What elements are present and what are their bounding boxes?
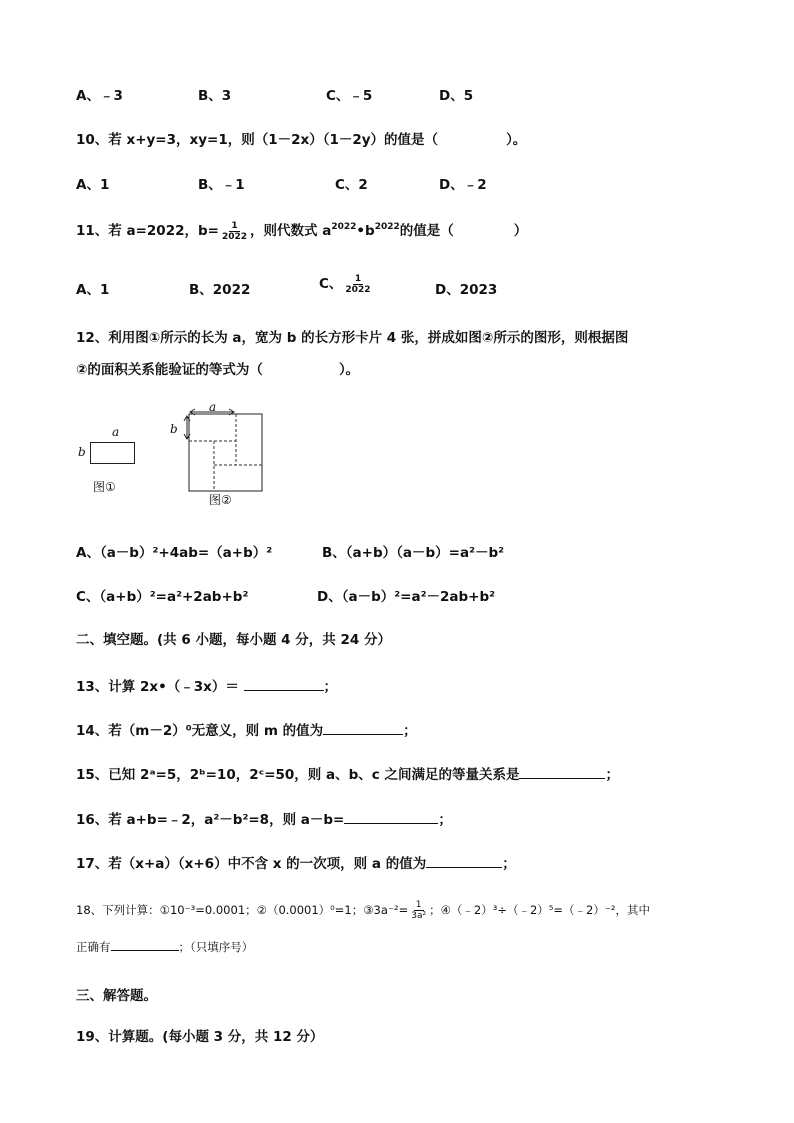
q12-option-a: A、（a－b）²+4ab=（a+b）² bbox=[76, 545, 273, 561]
q9-option-a: A、﹣3 bbox=[76, 88, 123, 104]
q14-post: ； bbox=[403, 723, 417, 739]
figure-2-caption: 图② bbox=[209, 493, 232, 507]
q11-stem-pre: 11、若 a=2022，b= bbox=[76, 223, 219, 239]
q12-option-c: C、（a+b）²=a²+2ab+b² bbox=[76, 589, 249, 605]
q18-line2 bbox=[76, 938, 253, 955]
figure-1 bbox=[76, 425, 146, 505]
q12-stem-line2 bbox=[76, 358, 359, 378]
q10-stem bbox=[76, 128, 526, 148]
q14-text: 14、若（m－2）⁰无意义，则 m 的值为 bbox=[76, 723, 324, 739]
q11-option-c-num: 1 bbox=[354, 273, 362, 284]
q12-option-d: D、（a－b）²=a²－2ab+b² bbox=[317, 589, 496, 605]
q11-option-c bbox=[319, 272, 373, 295]
q18-text-post: ；④（﹣2）³÷（﹣2）⁵=（﹣2）⁻²，其中 bbox=[429, 903, 651, 917]
q11-option-c-den: 2022 bbox=[345, 284, 371, 295]
q9-option-c: C、﹣5 bbox=[326, 88, 373, 104]
figure-2-label-b: b bbox=[170, 422, 178, 436]
q10-option-c: C、2 bbox=[335, 177, 368, 193]
q18-fraction bbox=[409, 900, 428, 921]
q18-line2-pre: 正确有 bbox=[76, 940, 111, 954]
q11-dot-b: •b bbox=[356, 223, 375, 239]
q14-answer-blank bbox=[323, 722, 403, 735]
q17-text: 17、若（x+a）（x+6）中不含 x 的一次项，则 a 的值为 bbox=[76, 856, 427, 872]
q11-frac-den: 2022 bbox=[221, 231, 248, 242]
q13-post: ； bbox=[323, 679, 338, 695]
figure-1-label-b: b bbox=[78, 445, 86, 459]
q18-line2-post: ；（只填序号） bbox=[178, 940, 254, 954]
q11-option-d: D、2023 bbox=[435, 282, 498, 298]
q9-option-b: B、3 bbox=[198, 88, 232, 104]
figure-2 bbox=[168, 402, 268, 510]
q12-option-b: B、（a+b）（a－b）=a²－b² bbox=[322, 545, 505, 561]
section-2-heading: 二、填空题。(共 6 小题，每小题 4 分，共 24 分） bbox=[76, 632, 391, 648]
q12-stem-line1: 12、利用图①所示的长为 a，宽为 b 的长方形卡片 4 张，拼成如图②所示的图形，则根据图 bbox=[76, 330, 629, 346]
q16-answer-blank bbox=[344, 811, 438, 824]
q13-text: 13、计算 2x•（﹣3x）＝ bbox=[76, 679, 244, 695]
q18-frac-num: 1 bbox=[415, 900, 422, 910]
q10-option-b: B、﹣1 bbox=[198, 177, 245, 193]
q15-post: ； bbox=[605, 767, 619, 783]
figure-1-label-a: a bbox=[112, 425, 120, 439]
q18-frac-den: 3a² bbox=[411, 911, 427, 921]
q18-answer-blank bbox=[111, 938, 179, 951]
q10-close: ）。 bbox=[506, 132, 527, 148]
q11-close: ） bbox=[513, 223, 528, 239]
q11-option-c-label: C、 bbox=[319, 276, 343, 292]
q17-answer-blank bbox=[426, 855, 502, 868]
q14 bbox=[76, 719, 417, 739]
q11-stem-mid: ，则代数式 a bbox=[250, 223, 332, 239]
q11-option-b: B、2022 bbox=[189, 282, 251, 298]
q11-option-a: A、1 bbox=[76, 282, 110, 298]
q11-option-c-fraction bbox=[343, 274, 372, 295]
q15 bbox=[76, 763, 619, 783]
q18-text: 18、下列计算：①10⁻³=0.0001；②（0.0001）⁰=1；③3a⁻²= bbox=[76, 903, 409, 917]
q11-fraction bbox=[220, 221, 249, 242]
figure-2-label-a: a bbox=[209, 400, 217, 414]
q12-line2-pre: ②的面积关系能验证的等式为（ bbox=[76, 362, 263, 378]
q13-answer-blank bbox=[244, 678, 324, 691]
q11-stem-post: 的值是（ bbox=[399, 223, 454, 239]
q10-option-d: D、﹣2 bbox=[439, 177, 487, 193]
q11-frac-num: 1 bbox=[231, 220, 238, 231]
q17 bbox=[76, 852, 516, 872]
q17-post: ； bbox=[502, 856, 516, 872]
q10-option-a: A、1 bbox=[76, 177, 110, 193]
section-3-heading: 三、解答题。 bbox=[76, 988, 157, 1004]
figure-1-rectangle bbox=[90, 442, 135, 464]
q16-text: 16、若 a+b=﹣2，a²－b²=8，则 a－b= bbox=[76, 812, 345, 828]
figure-1-caption: 图① bbox=[93, 480, 116, 494]
q11-exp-b: 2022 bbox=[374, 222, 400, 232]
q18-line1 bbox=[76, 900, 650, 921]
q15-answer-blank bbox=[519, 766, 605, 779]
q16-post: ； bbox=[438, 812, 452, 828]
q15-text: 15、已知 2ᵃ=5，2ᵇ=10，2ᶜ=50，则 a、b、c 之间满足的等量关系是 bbox=[76, 767, 520, 783]
q10-stem-text: 10、若 x+y=3，xy=1，则（1－2x）（1－2y）的值是（ bbox=[76, 132, 439, 148]
q9-option-d: D、5 bbox=[439, 88, 474, 104]
q16 bbox=[76, 808, 452, 828]
q11-stem bbox=[76, 219, 527, 242]
q12-line2-post: ）。 bbox=[338, 362, 360, 378]
q11-exp-a: 2022 bbox=[331, 222, 357, 232]
q19: 19、计算题。(每小题 3 分，共 12 分） bbox=[76, 1029, 324, 1045]
q13 bbox=[76, 675, 337, 695]
